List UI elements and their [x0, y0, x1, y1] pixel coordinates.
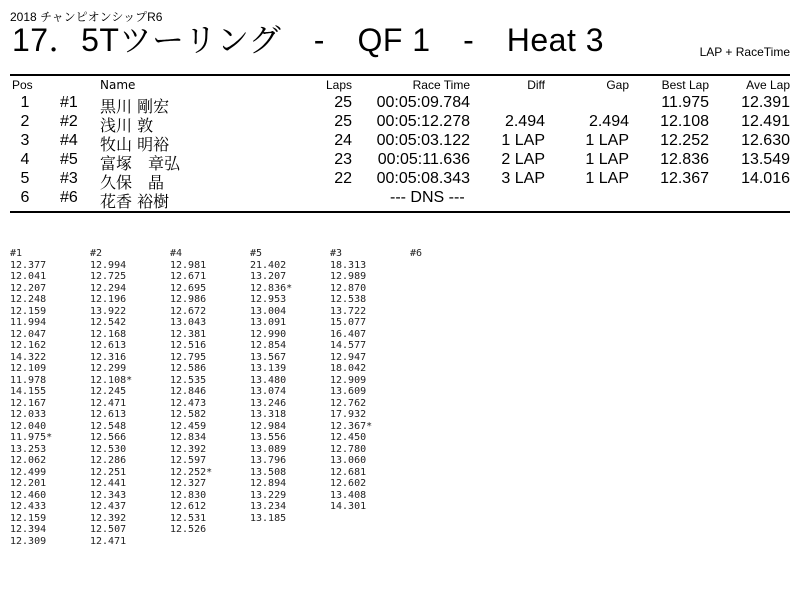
lap-time: 12.542	[90, 317, 127, 328]
result-pos: 3	[20, 132, 30, 149]
lap-time: 12.207	[10, 282, 47, 294]
result-ave-lap: 12.391	[741, 94, 790, 111]
lap-time: 12.989	[330, 271, 367, 282]
lap-time: 13.004	[250, 305, 287, 317]
lap-time: 12.450	[330, 432, 367, 443]
lap-time: 12.725	[90, 271, 127, 282]
result-best-lap: 12.367	[660, 170, 709, 187]
result-row	[0, 94, 800, 116]
race-title: 17．5Tツーリング - QF 1 - Heat 3	[12, 22, 605, 58]
results-header-row	[0, 78, 800, 94]
lap-time: 12.499	[10, 466, 47, 478]
lap-time: 12.299	[90, 363, 127, 374]
lap-time: 12.394	[10, 524, 47, 535]
lap-time: 12.947	[330, 351, 367, 363]
lap-time: 13.318	[250, 409, 287, 420]
lap-column-header: #5	[250, 248, 263, 259]
lap-time: 21.402	[250, 259, 287, 271]
lap-time: 14.301	[330, 501, 367, 512]
col-header-ave-lap: Ave Lap	[746, 78, 790, 92]
lap-time: 12.286	[90, 455, 127, 466]
lap-time: 12.168	[90, 328, 127, 340]
lap-time: 13.139	[250, 363, 287, 374]
lap-time: 12.108*	[90, 374, 133, 386]
result-car-no: #3	[60, 170, 78, 187]
lap-time: 12.531	[170, 512, 207, 524]
lap-time: 12.437	[90, 501, 127, 512]
lap-time: 12.535	[170, 374, 207, 386]
lap-time: 13.556	[250, 432, 287, 443]
lap-time: 12.909	[330, 374, 367, 386]
lap-time: 12.109	[10, 363, 47, 374]
lap-time: 13.567	[250, 351, 287, 363]
result-laps: 24	[334, 132, 352, 149]
lap-time: 12.196	[90, 294, 127, 305]
lap-time: 12.671	[170, 271, 207, 282]
result-car-no: #6	[60, 189, 78, 206]
lap-time: 13.089	[250, 443, 287, 455]
lap-time: 12.159	[10, 305, 47, 317]
lap-time: 12.612	[170, 501, 207, 512]
lap-time: 16.407	[330, 328, 367, 340]
lap-time: 12.381	[170, 328, 207, 340]
result-name: 牧山 明裕	[100, 135, 170, 154]
result-name: 久保 晶	[100, 173, 165, 192]
lap-time: 12.507	[90, 524, 127, 535]
result-diff: 3 LAP	[501, 170, 545, 187]
lap-time: 12.309	[10, 535, 47, 547]
col-header-best-lap: Best Lap	[661, 78, 709, 92]
lap-column	[90, 248, 132, 547]
result-race-time: 00:05:11.636	[377, 151, 470, 168]
col-header-diff: Diff	[527, 78, 545, 92]
lap-time: 12.613	[90, 340, 127, 351]
col-header-gap: Gap	[606, 78, 629, 92]
results-divider	[10, 211, 790, 213]
lap-time: 12.602	[330, 478, 367, 489]
result-car-no: #5	[60, 151, 78, 168]
lap-time: 13.091	[250, 317, 287, 328]
lap-column-header: #2	[90, 248, 103, 259]
lap-time: 12.854	[250, 340, 287, 351]
lap-time: 13.722	[330, 305, 367, 317]
lap-time: 12.516	[170, 340, 207, 351]
lap-time: 12.040	[10, 420, 47, 432]
result-diff: 1 LAP	[501, 132, 545, 149]
lap-time: 14.322	[10, 351, 47, 363]
lap-time: 12.062	[10, 455, 47, 466]
result-name: 富塚 章弘	[100, 154, 181, 173]
result-dns: --- DNS ---	[390, 189, 465, 206]
lap-time: 12.548	[90, 420, 127, 432]
result-row	[0, 132, 800, 154]
lap-time: 12.894	[250, 478, 287, 489]
lap-time: 13.185	[250, 512, 287, 524]
result-car-no: #4	[60, 132, 78, 149]
lap-time: 12.047	[10, 328, 47, 340]
lap-time: 12.836*	[250, 282, 293, 294]
result-pos: 1	[20, 94, 30, 111]
lap-time: 14.577	[330, 340, 367, 351]
lap-time: 13.408	[330, 489, 367, 501]
lap-time: 12.846	[170, 386, 207, 397]
lap-time: 11.994	[10, 317, 47, 328]
lap-time: 13.229	[250, 489, 287, 501]
lap-time: 12.251	[90, 466, 127, 478]
result-race-time: 00:05:09.784	[376, 94, 470, 111]
lap-time: 13.253	[10, 443, 47, 455]
lap-time: 12.343	[90, 489, 127, 501]
result-ave-lap: 12.491	[741, 113, 790, 130]
lap-time: 18.313	[330, 259, 367, 271]
lap-time: 12.582	[170, 409, 207, 420]
result-car-no: #1	[60, 94, 78, 111]
lap-time: 11.975*	[10, 432, 53, 443]
lap-time: 12.681	[330, 466, 367, 478]
lap-column	[250, 248, 292, 524]
lap-time: 12.870	[330, 282, 367, 294]
lap-time: 12.530	[90, 443, 127, 455]
lap-time: 13.060	[330, 455, 367, 466]
lap-time: 13.074	[250, 386, 287, 397]
result-row	[0, 113, 800, 135]
lap-time: 12.990	[250, 328, 287, 340]
header-divider	[10, 74, 790, 76]
lap-column-header: #4	[170, 248, 183, 259]
lap-column-header: #1	[10, 248, 23, 259]
result-pos: 2	[20, 113, 30, 130]
lap-time: 15.077	[330, 317, 367, 328]
result-row	[0, 151, 800, 173]
result-race-time: 00:05:08.343	[376, 170, 470, 187]
lap-time: 12.471	[90, 535, 127, 547]
report-mode-label: LAP + RaceTime	[699, 45, 790, 59]
lap-time: 12.586	[170, 363, 207, 374]
result-row	[0, 189, 800, 211]
result-gap: 1 LAP	[585, 170, 629, 187]
lap-time: 12.526	[170, 524, 207, 535]
lap-time: 12.159	[10, 512, 47, 524]
lap-time: 13.922	[90, 305, 127, 317]
result-ave-lap: 12.630	[741, 132, 790, 149]
lap-time: 13.246	[250, 397, 287, 409]
lap-time: 12.981	[170, 259, 207, 271]
lap-time: 13.508	[250, 466, 287, 478]
lap-time: 12.162	[10, 340, 47, 351]
result-name: 花香 裕樹	[100, 192, 170, 211]
results-table	[0, 78, 800, 211]
lap-time: 12.441	[90, 478, 127, 489]
result-laps: 22	[334, 170, 352, 187]
lap-time: 12.252*	[170, 466, 213, 478]
lap-time: 12.460	[10, 489, 47, 501]
lap-time: 12.830	[170, 489, 207, 501]
lap-time: 12.672	[170, 305, 207, 317]
lap-time: 12.695	[170, 282, 207, 294]
col-header-name: Name	[100, 78, 136, 92]
result-laps: 25	[334, 113, 352, 130]
lap-time: 12.471	[90, 397, 127, 409]
lap-time: 11.978	[10, 374, 47, 386]
result-ave-lap: 13.549	[741, 151, 790, 168]
result-gap: 2.494	[588, 113, 629, 130]
lap-time: 14.155	[10, 386, 47, 397]
lap-time: 12.953	[250, 294, 287, 305]
lap-column	[410, 248, 422, 260]
lap-time: 12.316	[90, 351, 127, 363]
result-ave-lap: 14.016	[741, 170, 790, 187]
lap-time: 12.367*	[330, 420, 373, 432]
lap-time: 12.994	[90, 259, 127, 271]
lap-column	[330, 248, 372, 513]
lap-time: 12.986	[170, 294, 207, 305]
lap-time: 12.780	[330, 443, 367, 455]
lap-time: 13.234	[250, 501, 287, 512]
result-pos: 5	[20, 170, 30, 187]
lap-time: 13.207	[250, 271, 287, 282]
lap-time: 12.294	[90, 282, 127, 294]
lap-time: 12.834	[170, 432, 207, 443]
result-row	[0, 170, 800, 192]
lap-time: 12.377	[10, 259, 47, 271]
col-header-pos: Pos	[12, 78, 33, 92]
col-header-laps: Laps	[325, 78, 352, 92]
result-best-lap: 12.252	[660, 132, 709, 149]
event-subtitle: 2018 チャンピオンシップR6	[10, 10, 163, 24]
lap-time: 12.167	[10, 397, 47, 409]
result-best-lap: 12.836	[660, 151, 709, 168]
lap-column	[170, 248, 212, 536]
lap-column	[10, 248, 52, 547]
lap-time: 13.480	[250, 374, 287, 386]
result-laps: 23	[334, 151, 352, 168]
lap-time: 12.041	[10, 271, 47, 282]
lap-time: 12.566	[90, 432, 127, 443]
lap-time: 12.762	[330, 397, 367, 409]
result-pos: 4	[20, 151, 30, 168]
result-best-lap: 11.975	[661, 94, 709, 111]
lap-time: 12.248	[10, 294, 47, 305]
lap-time: 12.201	[10, 478, 47, 489]
lap-time: 12.433	[10, 501, 47, 512]
result-diff: 2 LAP	[501, 151, 545, 168]
result-gap: 1 LAP	[585, 151, 629, 168]
col-header-race-time: Race Time	[412, 78, 470, 92]
lap-time: 13.043	[170, 317, 207, 328]
lap-time: 12.984	[250, 420, 287, 432]
lap-time: 12.392	[90, 512, 127, 524]
lap-time: 12.538	[330, 294, 367, 305]
result-diff: 2.494	[504, 113, 545, 130]
result-laps: 25	[334, 94, 352, 111]
lap-time: 12.613	[90, 409, 127, 420]
lap-column-header: #6	[410, 248, 423, 259]
result-name: 黒川 剛宏	[100, 97, 170, 116]
lap-time: 12.033	[10, 409, 47, 420]
lap-time: 13.609	[330, 386, 367, 397]
lap-time: 12.245	[90, 386, 127, 397]
result-pos: 6	[20, 189, 30, 206]
result-race-time: 00:05:12.278	[376, 113, 470, 130]
result-gap: 1 LAP	[585, 132, 629, 149]
lap-time: 13.796	[250, 455, 287, 466]
lap-time: 12.473	[170, 397, 207, 409]
result-best-lap: 12.108	[660, 113, 709, 130]
lap-time: 12.597	[170, 455, 207, 466]
lap-time: 12.327	[170, 478, 207, 489]
lap-time: 12.795	[170, 351, 207, 363]
result-race-time: 00:05:03.122	[376, 132, 470, 149]
result-car-no: #2	[60, 113, 78, 130]
lap-time: 17.932	[330, 409, 367, 420]
lap-time: 18.042	[330, 363, 367, 374]
lap-column-header: #3	[330, 248, 343, 259]
lap-time: 12.459	[170, 420, 207, 432]
lap-time: 12.392	[170, 443, 207, 455]
result-name: 浅川 敦	[100, 116, 154, 135]
